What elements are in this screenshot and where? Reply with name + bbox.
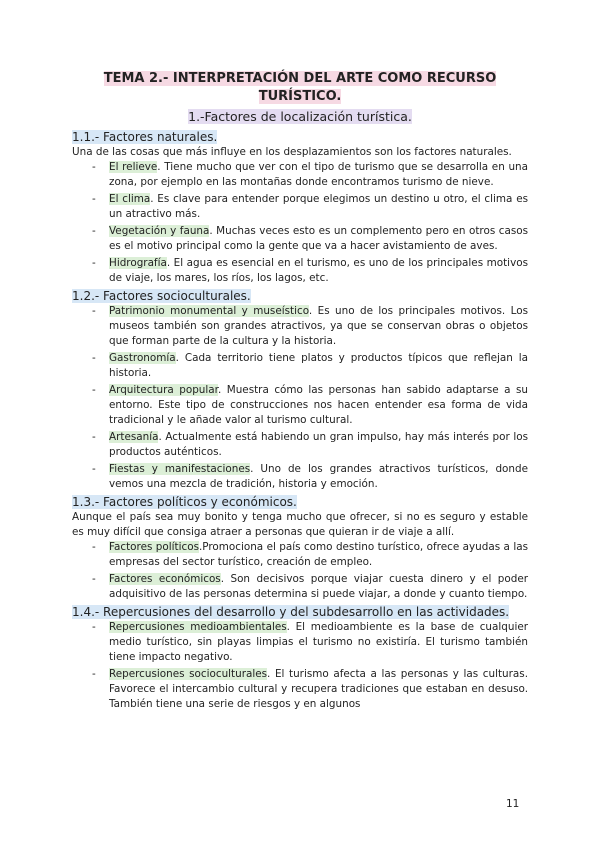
bullet-dash: - xyxy=(92,384,96,396)
factor-term: Repercusiones medioambientales xyxy=(109,621,287,633)
factor-text: . Actualmente está habiendo un gran impulso, hay más interés por los productos auténticos. xyxy=(109,431,528,458)
document-subtitle xyxy=(72,108,528,125)
list-item xyxy=(72,540,528,570)
list-item xyxy=(72,160,528,190)
list-item xyxy=(72,383,528,428)
bullet-dash: - xyxy=(92,193,96,205)
section-heading xyxy=(72,288,528,304)
factor-term: Factores políticos xyxy=(109,541,199,553)
bullet-dash: - xyxy=(92,161,96,173)
factor-term: Gastronomía xyxy=(109,352,176,364)
factor-term: Patrimonio monumental y museístico xyxy=(109,305,309,317)
factor-term: Vegetación y fauna xyxy=(109,225,210,237)
factor-list xyxy=(72,304,528,492)
factor-list xyxy=(72,160,528,286)
section-heading-text: 1.2.- Factores socioculturales. xyxy=(72,289,251,303)
bullet-dash: - xyxy=(92,541,96,553)
bullet-dash: - xyxy=(92,257,96,269)
list-item xyxy=(72,572,528,602)
section-heading-text: 1.1.- Factores naturales. xyxy=(72,130,218,144)
factor-text: . Es clave para entender porque elegimos un destino u otro, el clima es un atractivo más. xyxy=(109,193,528,220)
section-sociocultural-factors xyxy=(72,288,528,492)
factor-term: Artesanía xyxy=(109,431,159,443)
list-item xyxy=(72,620,528,665)
factor-term: Repercusiones socioculturales xyxy=(109,668,268,680)
list-item xyxy=(72,256,528,286)
factor-text: . Es uno de los principales motivos. Los museos también son grandes atractivos, ya que se conservan obras o objetos que forman parte de la cultura y la historia. xyxy=(109,305,528,347)
factor-term: El clima xyxy=(109,193,151,205)
title-line-2: TURÍSTICO. xyxy=(258,89,342,104)
title-line-1: TEMA 2.- INTERPRETACIÓN DEL ARTE COMO RECURSO xyxy=(103,71,497,86)
page-content xyxy=(72,70,528,714)
section-heading-text: 1.3.- Factores políticos y económicos. xyxy=(72,495,297,509)
section-heading xyxy=(72,604,528,620)
factor-term: Fiestas y manifestaciones xyxy=(109,463,251,475)
bullet-dash: - xyxy=(92,621,96,633)
section-heading-text: 1.4.- Repercusiones del desarrollo y del subdesarrollo en las actividades. xyxy=(72,605,510,619)
factor-term: El relieve xyxy=(109,161,158,173)
list-item xyxy=(72,462,528,492)
section-heading xyxy=(72,129,528,145)
list-item xyxy=(72,430,528,460)
bullet-dash: - xyxy=(92,573,96,585)
factor-text: . Uno de los grandes atractivos turísticos, donde vemos una mezcla de tradición, historia y emoción. xyxy=(109,463,528,490)
section-development-repercussions xyxy=(72,604,528,712)
factor-text: . El agua es esencial en el turismo, es uno de los principales motivos de viaje, los mares, los ríos, los lagos, etc. xyxy=(109,257,528,284)
list-item xyxy=(72,192,528,222)
factor-text: . Muestra cómo las personas han sabido adaptarse a su entorno. Este tipo de construcciones nos hacen entender esa forma de vida tradicional y le añade valor al turismo cultural. xyxy=(109,384,528,426)
factor-list xyxy=(72,540,528,602)
section-intro: Aunque el país sea muy bonito y tenga mucho que ofrecer, si no es seguro y estable es muy difícil que consiga atraer a personas que quieran ir de viaje a allí. xyxy=(72,511,528,538)
factor-text: . Tiene mucho que ver con el tipo de turismo que se desarrolla en una zona, por ejemplo en las montañas donde encontramos turismo de nieve. xyxy=(109,161,528,188)
factor-text: . El medioambiente es la base de cualquier medio turístico, sin playas limpias el turismo no existiría. El turismo también tiene impacto negativo. xyxy=(109,621,529,663)
section-intro: Una de las cosas que más influye en los desplazamientos son los factores naturales. xyxy=(72,146,512,158)
list-item xyxy=(72,667,528,712)
section-political-economic-factors xyxy=(72,494,528,602)
bullet-dash: - xyxy=(92,668,96,680)
factor-text: . Muchas veces esto es un complemento pero en otros casos es el motivo principal como la gente que va a hacer avistamiento de aves. xyxy=(109,225,529,252)
factor-text: .Promociona el país como destino turístico, ofrece ayudas a las empresas del sector turístico, creación de empleo. xyxy=(109,541,529,568)
bullet-dash: - xyxy=(92,305,96,317)
factor-term: Factores económicos xyxy=(109,573,221,585)
bullet-dash: - xyxy=(92,352,96,364)
bullet-dash: - xyxy=(92,431,96,443)
bullet-dash: - xyxy=(92,463,96,475)
list-item xyxy=(72,351,528,381)
factor-text: . Cada territorio tiene platos y productos típicos que reflejan la historia. xyxy=(109,352,528,379)
page-number: 11 xyxy=(506,798,520,810)
bullet-dash: - xyxy=(92,225,96,237)
factor-text: . Son decisivos porque viajar cuesta dinero y el poder adquisitivo de las personas determina si puede viajar, a donde y cuanto tiempo. xyxy=(109,573,528,600)
factor-list xyxy=(72,620,528,712)
document-title xyxy=(72,70,528,106)
section-heading xyxy=(72,494,528,510)
list-item xyxy=(72,304,528,349)
factor-term: Arquitectura popular xyxy=(109,384,218,396)
section-natural-factors xyxy=(72,129,528,286)
list-item xyxy=(72,224,528,254)
factor-text: . El turismo afecta a las personas y las culturas. Favorece el intercambio cultural y recupera tradiciones que estaban en desuso. También tiene una serie de riesgos y en algunos xyxy=(109,668,529,710)
subtitle-text: 1.-Factores de localización turística. xyxy=(188,109,412,124)
factor-term: Hidrografía xyxy=(109,257,167,269)
